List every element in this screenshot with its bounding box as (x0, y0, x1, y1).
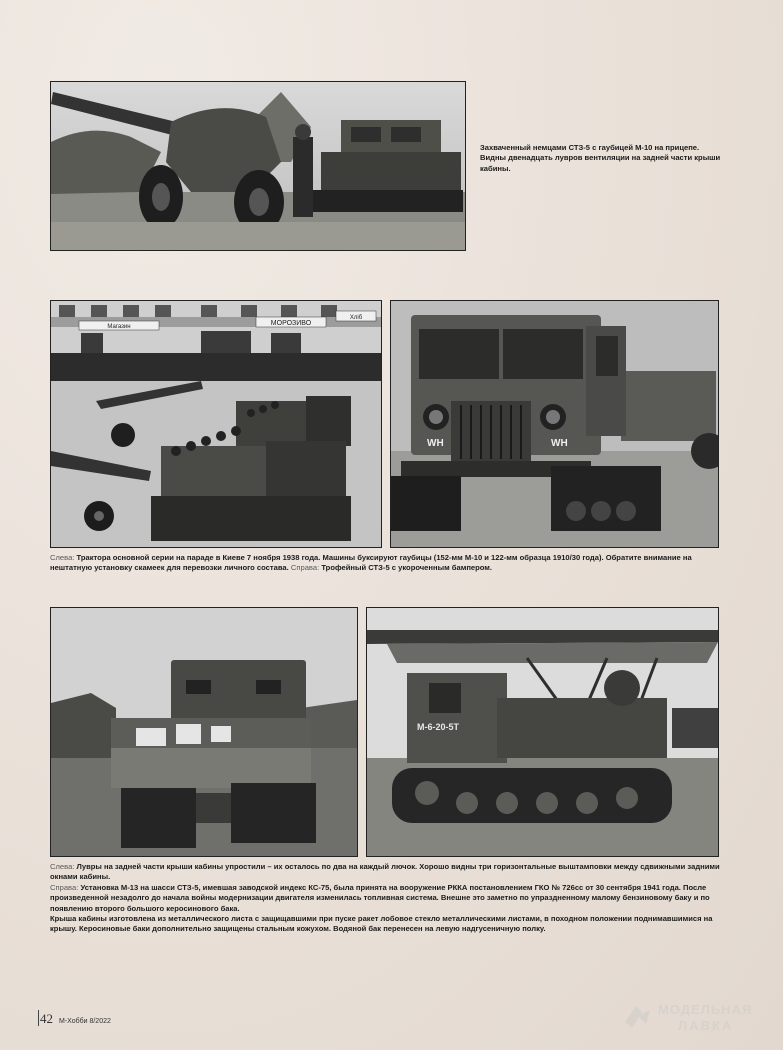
caption-right-text-2-cont: Крыша кабины изготовлена из металлического листа с защищавшими при пуске ракет лобовое стекло металлическими листами, в походном положении поднимавшимися на крышу. Керосиновые баки дополнительно защищены стальным кожухом. Водяной бак перенесен на левую надгусеничную полку. (50, 914, 713, 934)
watermark (622, 1000, 772, 1040)
shop-sign-middle: МОРОЗИВО (270, 320, 312, 327)
shop-sign-left: Магазин (107, 324, 131, 330)
issue-label: М-Хобби 8/2022 (58, 1018, 111, 1025)
photo-m13-on-stz5 (366, 607, 719, 857)
shop-sign-right: Хліб (349, 315, 363, 321)
caption-photos-2-3 (50, 553, 730, 574)
caption-left-text-2: Лувры на задней части крыши кабины упростили – их осталось по два на каждый лючок. Хорошо видны три горизонтальные выштамповки между сдвижными задними окнами кабины. (50, 862, 720, 882)
photo-trophy-stz5 (390, 300, 719, 548)
caption-right-text: Трофейный СТЗ-5 с укороченным бампером. (321, 563, 493, 573)
watermark-line-1: МОДЕЛЬНАЯ (658, 1002, 753, 1017)
page-number: 42 (40, 1011, 53, 1026)
caption-left-text: Трактора основной серии на параде в Киеве 7 ноября 1938 года. Машины буксируют гаубицы (152-мм М-10 и 122-мм образца 1910/30 года). Обратите внимание на нештатную установку скамеек для перевозки личного состава. (50, 553, 692, 573)
caption-left-label-2: Слева: (50, 862, 75, 871)
wh-marking-right: WH (551, 438, 568, 449)
watermark-logo-icon (622, 1002, 654, 1032)
caption-right-text-2: Установка М-13 на шасси СТЗ-5, имевшая заводской индекс КС-75, была принята на вооружение РККА постановлением ГКО № 726сс от 30 сентября 1941 года. После произведенной незадолго до начала войны модернизации двигателя изменилась топливная система. Внешне это заметно по упраздненному малому бензиновому баку и по появлению второго большого керосинового бака. (50, 882, 710, 913)
caption-right-label: Справа: (290, 563, 320, 573)
wh-marking-left: WH (427, 438, 444, 449)
caption-left-label: Слева: (50, 553, 75, 562)
photo-parade-kiev-1938 (50, 300, 382, 548)
page-footer (40, 1011, 111, 1027)
caption-photos-4-5 (50, 862, 730, 935)
photo-stz5-rear-louvres (50, 607, 358, 857)
vehicle-plate: M-6-20-5T (417, 722, 460, 732)
caption-right-label-2: Справа: (50, 882, 79, 892)
photo-stz5-with-m10-howitzer (50, 81, 466, 251)
watermark-line-2: ЛАВКА (678, 1018, 734, 1033)
caption-photo-1: Захваченный немцами СТЗ-5 с гаубицей М-10 на прицепе. Видны двенадцать лувров вентиляции на задней части крыши кабины. (480, 143, 721, 173)
